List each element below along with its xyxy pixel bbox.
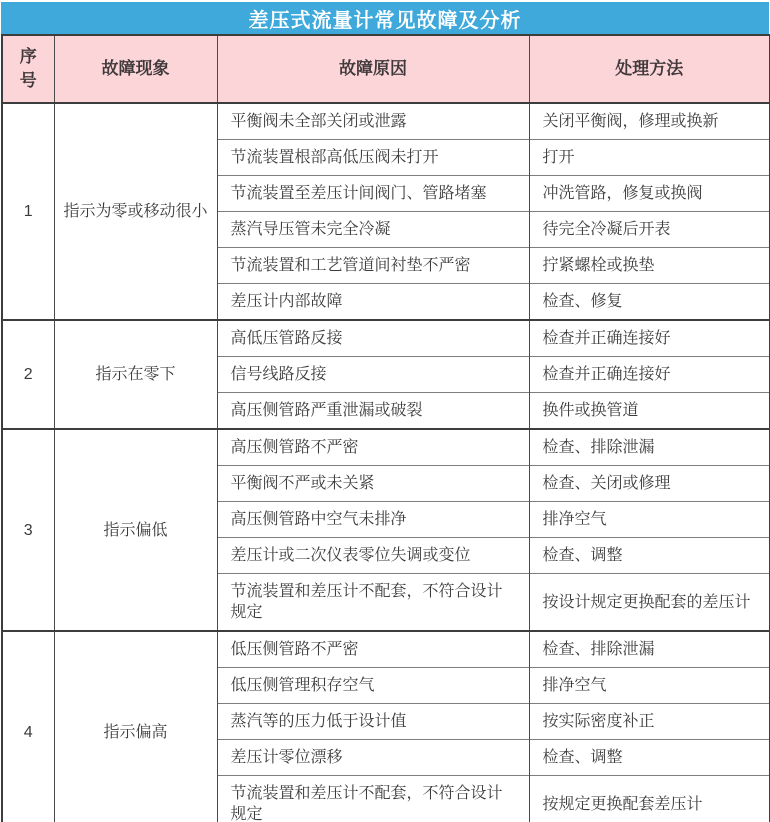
cell-cause: 高压侧管路中空气未排净 <box>217 502 529 538</box>
header-row <box>2 35 770 103</box>
section-phenomenon: 指示为零或移动很小 <box>54 103 217 320</box>
cell-method: 按规定更换配套差压计 <box>529 776 770 822</box>
section-phenomenon: 指示偏低 <box>54 429 217 631</box>
cell-method: 检查并正确连接好 <box>529 320 770 357</box>
cell-method: 检查、排除泄漏 <box>529 429 770 466</box>
table-row <box>2 320 770 357</box>
cell-cause: 节流装置和差压计不配套，不符合设计规定 <box>217 574 529 632</box>
cell-cause: 低压侧管理积存空气 <box>217 668 529 704</box>
cell-method: 检查、调整 <box>529 538 770 574</box>
header-no: 序号 <box>2 35 54 103</box>
cell-method: 检查、调整 <box>529 740 770 776</box>
cell-cause: 平衡阀不严或未关紧 <box>217 466 529 502</box>
section-phenomenon: 指示偏高 <box>54 631 217 822</box>
cell-cause: 节流装置和差压计不配套，不符合设计规定 <box>217 776 529 822</box>
cell-cause: 蒸汽等的压力低于设计值 <box>217 704 529 740</box>
cell-method: 检查、关闭或修理 <box>529 466 770 502</box>
cell-method: 检查、排除泄漏 <box>529 631 770 668</box>
section-number: 3 <box>2 429 54 631</box>
cell-cause: 高低压管路反接 <box>217 320 529 357</box>
cell-cause: 节流装置和工艺管道间衬垫不严密 <box>217 248 529 284</box>
cell-method: 拧紧螺栓或换垫 <box>529 248 770 284</box>
cell-method: 排净空气 <box>529 502 770 538</box>
cell-method: 冲洗管路，修复或换阀 <box>529 176 770 212</box>
cell-cause: 低压侧管路不严密 <box>217 631 529 668</box>
cell-cause: 节流装置根部高低压阀未打开 <box>217 140 529 176</box>
cell-cause: 差压计零位漂移 <box>217 740 529 776</box>
cell-method: 按实际密度补正 <box>529 704 770 740</box>
table-row <box>2 103 770 140</box>
cell-cause: 差压计内部故障 <box>217 284 529 321</box>
cell-method: 检查、修复 <box>529 284 770 321</box>
cell-cause: 信号线路反接 <box>217 357 529 393</box>
cell-method: 排净空气 <box>529 668 770 704</box>
cell-method: 待完全冷凝后开表 <box>529 212 770 248</box>
cell-method: 换件或换管道 <box>529 393 770 430</box>
section-number: 4 <box>2 631 54 822</box>
table-row <box>2 631 770 668</box>
fault-analysis-table <box>1 34 770 822</box>
cell-method: 打开 <box>529 140 770 176</box>
header-method: 处理方法 <box>529 35 770 103</box>
cell-cause: 差压计或二次仪表零位失调或变位 <box>217 538 529 574</box>
section-number: 1 <box>2 103 54 320</box>
cell-cause: 节流装置至差压计间阀门、管路堵塞 <box>217 176 529 212</box>
section-number: 2 <box>2 320 54 429</box>
table-title-bar <box>1 2 769 34</box>
header-phenomenon: 故障现象 <box>54 35 217 103</box>
cell-cause: 高压侧管路不严密 <box>217 429 529 466</box>
header-cause: 故障原因 <box>217 35 529 103</box>
cell-cause: 蒸汽导压管未完全冷凝 <box>217 212 529 248</box>
cell-method: 按设计规定更换配套的差压计 <box>529 574 770 632</box>
table-row <box>2 429 770 466</box>
section-phenomenon: 指示在零下 <box>54 320 217 429</box>
cell-cause: 高压侧管路严重泄漏或破裂 <box>217 393 529 430</box>
cell-cause: 平衡阀未全部关闭或泄露 <box>217 103 529 140</box>
cell-method: 关闭平衡阀，修理或换新 <box>529 103 770 140</box>
table-title: 差压式流量计常见故障及分析 <box>248 9 522 32</box>
cell-method: 检查并正确连接好 <box>529 357 770 393</box>
